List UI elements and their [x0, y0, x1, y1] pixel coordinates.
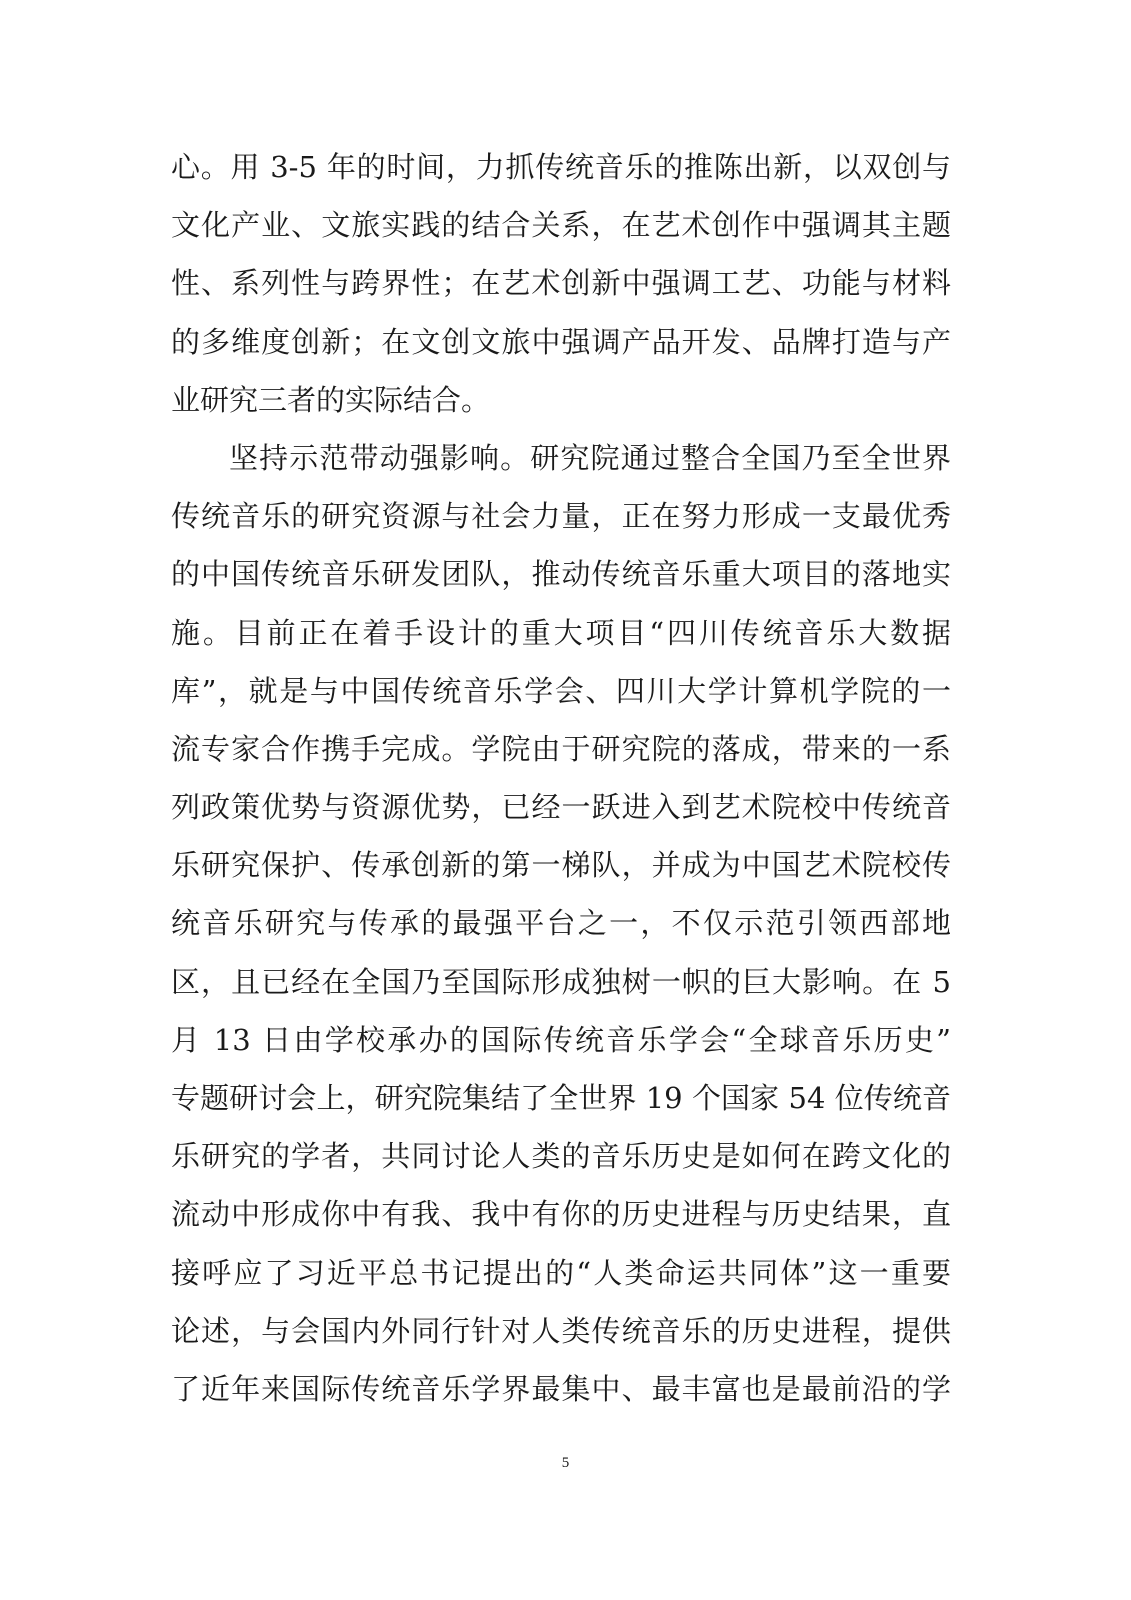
paragraph-line: 库”，就是与中国传统音乐学会、四川大学计算机学院的一: [171, 673, 951, 708]
paragraph-line: 业研究三者的实际结合。: [171, 382, 491, 417]
page-number: 5: [561, 1455, 570, 1471]
paragraph-line: 传统音乐的研究资源与社会力量，正在努力形成一支最优秀: [171, 499, 951, 534]
paragraph-first-line: [171, 429, 951, 487]
paragraph-line: 性、系列性与跨界性；在艺术创新中强调工艺、功能与材料: [171, 266, 951, 301]
paragraph-line: 统音乐研究与传承的最强平台之一，不仅示范引领西部地: [171, 906, 951, 941]
paragraph-line: 心。用 3-5 年的时间，力抓传统音乐的推陈出新，以双创与: [171, 150, 951, 184]
paragraph-line: 文化产业、文旅实践的结合关系，在艺术创作中强调其主题: [171, 208, 951, 243]
paragraph-line: 了近年来国际传统音乐学界最集中、最丰富也是最前沿的学: [171, 1371, 951, 1406]
paragraph-line: 的多维度创新；在文创文旅中强调产品开发、品牌打造与产: [171, 324, 951, 359]
paragraph-text: 研究院通过整合全国乃至全世界: [530, 440, 951, 475]
paragraph-line: 施。目前正在着手设计的重大项目“四川传统音乐大数据: [171, 615, 951, 650]
section-heading: 坚持示范带动强影响。: [229, 440, 531, 475]
paragraph-line: 乐研究的学者，共同讨论人类的音乐历史是如何在跨文化的: [171, 1139, 951, 1174]
body-text: [171, 138, 951, 1418]
paragraph-line: 区，且已经在全国乃至国际形成独树一帜的巨大影响。在 5: [171, 964, 951, 999]
paragraph-line: 列政策优势与资源优势，已经一跃进入到艺术院校中传统音: [171, 790, 951, 825]
paragraph-line: 接呼应了习近平总书记提出的“人类命运共同体”这一重要: [171, 1255, 951, 1290]
paragraph-line: 论述，与会国内外同行针对人类传统音乐的历史进程，提供: [171, 1313, 951, 1348]
paragraph-line: 流动中形成你中有我、我中有你的历史进程与历史结果，直: [171, 1197, 951, 1232]
paragraph-line: 乐研究保护、传承创新的第一梯队，并成为中国艺术院校传: [171, 848, 951, 883]
paragraph-line: 月 13 日由学校承办的国际传统音乐学会“全球音乐历史”: [171, 1022, 951, 1057]
paragraph-line: 的中国传统音乐研发团队，推动传统音乐重大项目的落地实: [171, 557, 951, 592]
paragraph-line: 流专家合作携手完成。学院由于研究院的落成，带来的一系: [171, 731, 951, 766]
paragraph-line: 专题研讨会上，研究院集结了全世界 19 个国家 54 位传统音: [171, 1081, 951, 1115]
